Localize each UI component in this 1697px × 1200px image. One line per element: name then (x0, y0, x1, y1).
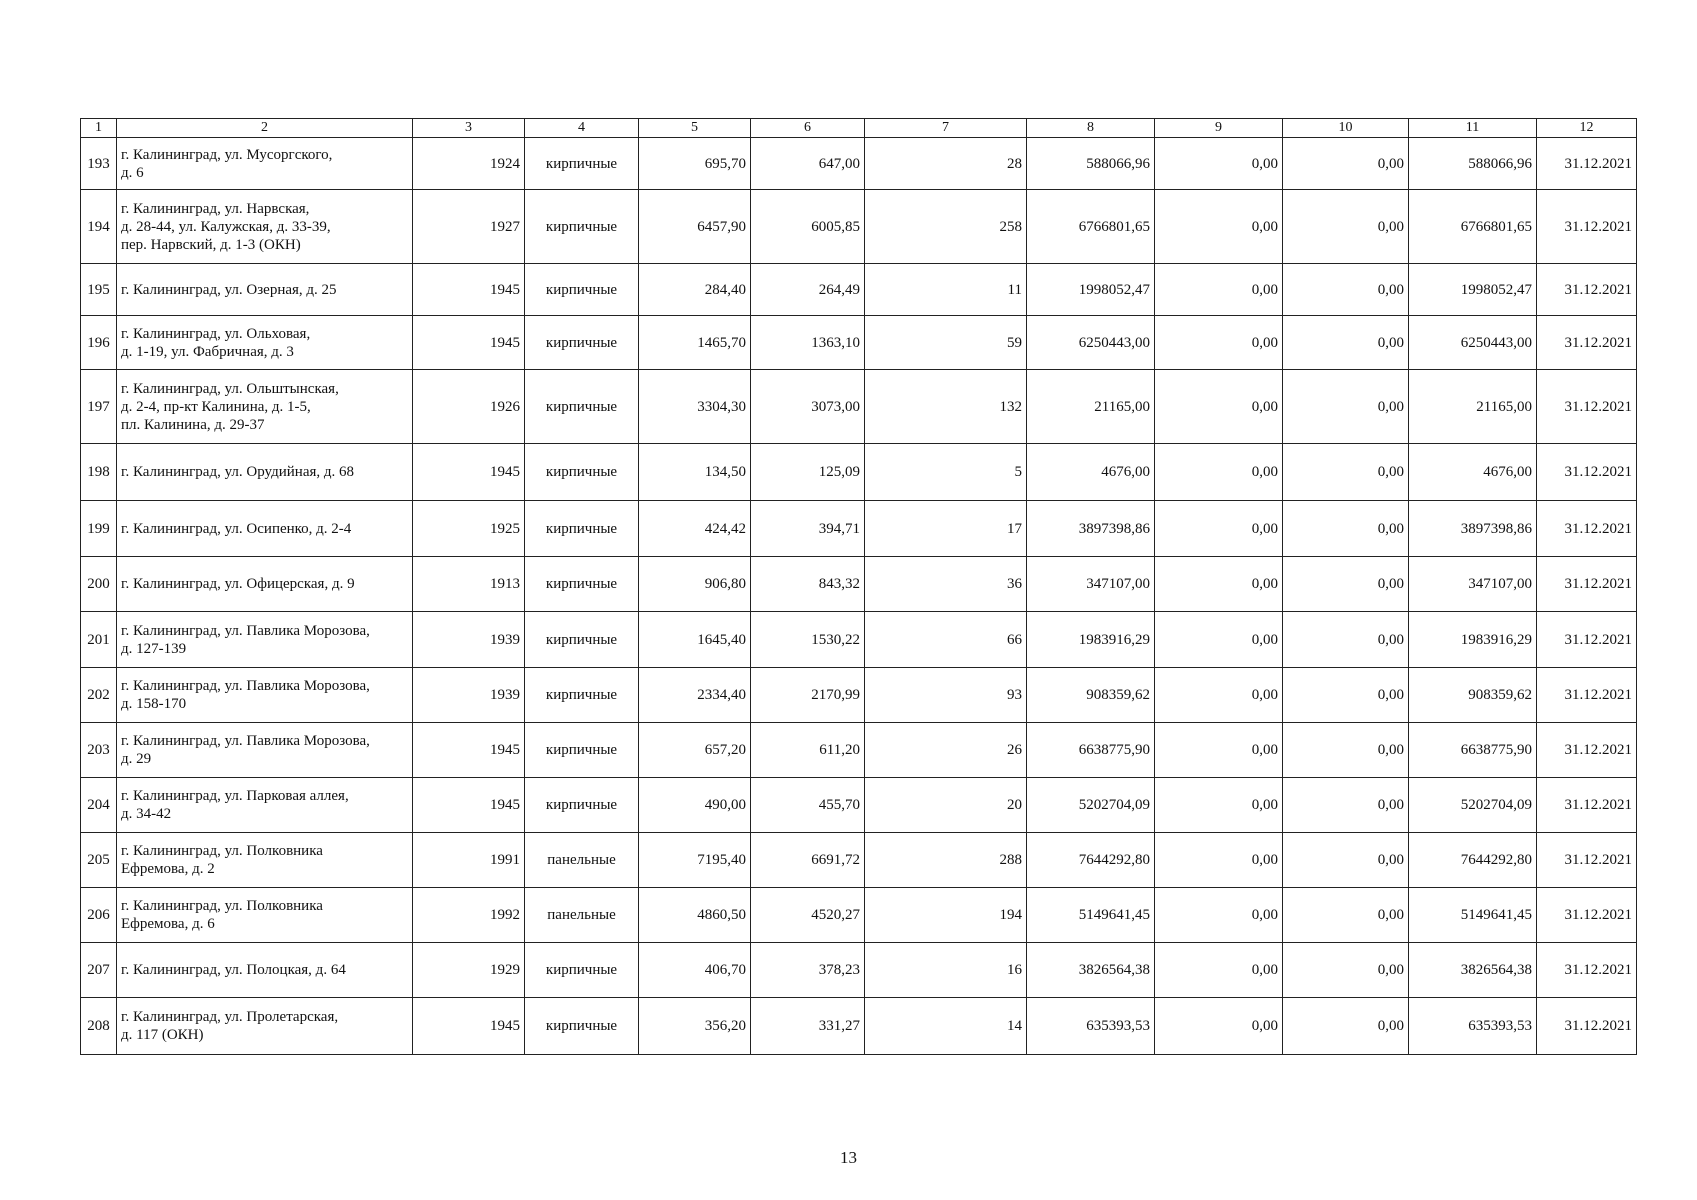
cost-total-cell: 1983916,29 (1409, 612, 1537, 668)
row-number-cell: 203 (81, 723, 117, 778)
address-line: д. 127-139 (121, 640, 187, 657)
table-row (81, 723, 1637, 778)
deadline-date-cell: 31.12.2021 (1537, 444, 1637, 501)
page-number: 13 (840, 1148, 857, 1167)
deadline-date-cell: 31.12.2021 (1537, 557, 1637, 612)
living-area-cell: 843,32 (751, 557, 865, 612)
total-area-cell: 134,50 (639, 444, 751, 501)
total-area-cell: 3304,30 (639, 370, 751, 444)
table-row (81, 778, 1637, 833)
row-number-cell: 206 (81, 888, 117, 943)
funds-cell: 0,00 (1155, 138, 1283, 190)
table-row (81, 138, 1637, 190)
column-header: 8 (1027, 119, 1155, 138)
address-line: г. Калининград, ул. Осипенко, д. 2-4 (121, 520, 352, 537)
register-sheet (80, 118, 1636, 1055)
total-area-cell: 424,42 (639, 501, 751, 557)
address-cell (117, 833, 413, 888)
living-area-cell: 4520,27 (751, 888, 865, 943)
address-cell (117, 370, 413, 444)
residents-count-cell: 36 (865, 557, 1027, 612)
deadline-date-cell: 31.12.2021 (1537, 998, 1637, 1055)
cost-cell: 7644292,80 (1027, 833, 1155, 888)
cost-cell: 5149641,45 (1027, 888, 1155, 943)
total-area-cell: 906,80 (639, 557, 751, 612)
address-line: г. Калининград, ул. Нарвская, (121, 200, 310, 217)
table-row (81, 264, 1637, 316)
address-line: д. 29 (121, 751, 152, 767)
deadline-date-cell: 31.12.2021 (1537, 501, 1637, 557)
column-header: 3 (413, 119, 525, 138)
funds-cell: 0,00 (1283, 668, 1409, 723)
living-area-cell: 125,09 (751, 444, 865, 501)
funds-cell: 0,00 (1155, 998, 1283, 1055)
wall-material-cell: панельные (525, 833, 639, 888)
wall-material-cell: кирпичные (525, 668, 639, 723)
funds-cell: 0,00 (1283, 998, 1409, 1055)
build-year-cell: 1945 (413, 998, 525, 1055)
wall-material-cell: кирпичные (525, 264, 639, 316)
deadline-date-cell: 31.12.2021 (1537, 264, 1637, 316)
wall-material-cell: кирпичные (525, 316, 639, 370)
address-line: г. Калининград, ул. Орудийная, д. 68 (121, 464, 355, 480)
table-row (81, 668, 1637, 723)
funds-cell: 0,00 (1283, 264, 1409, 316)
build-year-cell: 1939 (413, 668, 525, 723)
table-row (81, 370, 1637, 444)
total-area-cell: 4860,50 (639, 888, 751, 943)
total-area-cell: 284,40 (639, 264, 751, 316)
cost-cell: 6638775,90 (1027, 723, 1155, 778)
build-year-cell: 1992 (413, 888, 525, 943)
build-year-cell: 1913 (413, 557, 525, 612)
funds-cell: 0,00 (1155, 668, 1283, 723)
address-cell (117, 138, 413, 190)
build-year-cell: 1945 (413, 723, 525, 778)
deadline-date-cell: 31.12.2021 (1537, 668, 1637, 723)
row-number-cell: 193 (81, 138, 117, 190)
residents-count-cell: 59 (865, 316, 1027, 370)
build-year-cell: 1945 (413, 264, 525, 316)
cost-total-cell: 1998052,47 (1409, 264, 1537, 316)
column-header: 9 (1155, 119, 1283, 138)
address-line: г. Калининград, ул. Парковая аллея, (121, 788, 349, 804)
living-area-cell: 331,27 (751, 998, 865, 1055)
deadline-date-cell: 31.12.2021 (1537, 778, 1637, 833)
residents-count-cell: 26 (865, 723, 1027, 778)
funds-cell: 0,00 (1283, 190, 1409, 264)
residents-count-cell: 11 (865, 264, 1027, 316)
residents-count-cell: 288 (865, 833, 1027, 888)
funds-cell: 0,00 (1283, 370, 1409, 444)
funds-cell: 0,00 (1283, 316, 1409, 370)
deadline-date-cell: 31.12.2021 (1537, 138, 1637, 190)
housing-register-table (80, 118, 1637, 1055)
address-cell (117, 190, 413, 264)
cost-total-cell: 908359,62 (1409, 668, 1537, 723)
total-area-cell: 657,20 (639, 723, 751, 778)
cost-total-cell: 7644292,80 (1409, 833, 1537, 888)
funds-cell: 0,00 (1155, 943, 1283, 998)
row-number-cell: 202 (81, 668, 117, 723)
table-row (81, 998, 1637, 1055)
residents-count-cell: 14 (865, 998, 1027, 1055)
address-line: Ефремова, д. 2 (121, 861, 215, 877)
residents-count-cell: 5 (865, 444, 1027, 501)
table-row (81, 612, 1637, 668)
cost-total-cell: 6638775,90 (1409, 723, 1537, 778)
wall-material-cell: кирпичные (525, 370, 639, 444)
address-cell (117, 723, 413, 778)
residents-count-cell: 17 (865, 501, 1027, 557)
cost-cell: 3897398,86 (1027, 501, 1155, 557)
address-line: г. Калининград, ул. Пролетарская, (121, 1009, 339, 1025)
row-number-cell: 198 (81, 444, 117, 501)
cost-cell: 908359,62 (1027, 668, 1155, 723)
funds-cell: 0,00 (1283, 501, 1409, 557)
total-area-cell: 695,70 (639, 138, 751, 190)
row-number-cell: 201 (81, 612, 117, 668)
cost-cell: 1983916,29 (1027, 612, 1155, 668)
deadline-date-cell: 31.12.2021 (1537, 370, 1637, 444)
funds-cell: 0,00 (1283, 943, 1409, 998)
living-area-cell: 1363,10 (751, 316, 865, 370)
residents-count-cell: 20 (865, 778, 1027, 833)
wall-material-cell: кирпичные (525, 723, 639, 778)
address-line: пер. Нарвский, д. 1-3 (ОКН) (121, 236, 301, 253)
living-area-cell: 6691,72 (751, 833, 865, 888)
build-year-cell: 1926 (413, 370, 525, 444)
address-line: д. 28-44, ул. Калужская, д. 33-39, (121, 218, 331, 235)
funds-cell: 0,00 (1283, 138, 1409, 190)
living-area-cell: 264,49 (751, 264, 865, 316)
address-line: г. Калининград, ул. Павлика Морозова, (121, 733, 370, 749)
funds-cell: 0,00 (1155, 557, 1283, 612)
address-line: г. Калининград, ул. Полоцкая, д. 64 (121, 962, 346, 978)
total-area-cell: 1645,40 (639, 612, 751, 668)
address-line: г. Калининград, ул. Мусоргского, (121, 146, 333, 163)
cost-cell: 1998052,47 (1027, 264, 1155, 316)
living-area-cell: 611,20 (751, 723, 865, 778)
address-line: пл. Калинина, д. 29-37 (121, 416, 265, 433)
funds-cell: 0,00 (1155, 833, 1283, 888)
living-area-cell: 378,23 (751, 943, 865, 998)
column-number-row (81, 119, 1637, 138)
table-row (81, 943, 1637, 998)
column-header: 1 (81, 119, 117, 138)
funds-cell: 0,00 (1155, 444, 1283, 501)
address-cell (117, 501, 413, 557)
build-year-cell: 1929 (413, 943, 525, 998)
row-number-cell: 205 (81, 833, 117, 888)
address-line: д. 158-170 (121, 696, 187, 712)
living-area-cell: 6005,85 (751, 190, 865, 264)
cost-cell: 5202704,09 (1027, 778, 1155, 833)
address-cell (117, 943, 413, 998)
residents-count-cell: 66 (865, 612, 1027, 668)
build-year-cell: 1991 (413, 833, 525, 888)
cost-total-cell: 5202704,09 (1409, 778, 1537, 833)
address-line: г. Калининград, ул. Полковника (121, 898, 323, 914)
column-header: 7 (865, 119, 1027, 138)
deadline-date-cell: 31.12.2021 (1537, 316, 1637, 370)
living-area-cell: 455,70 (751, 778, 865, 833)
row-number-cell: 197 (81, 370, 117, 444)
total-area-cell: 7195,40 (639, 833, 751, 888)
row-number-cell: 200 (81, 557, 117, 612)
cost-cell: 21165,00 (1027, 370, 1155, 444)
address-line: г. Калининград, ул. Озерная, д. 25 (121, 281, 337, 298)
build-year-cell: 1924 (413, 138, 525, 190)
funds-cell: 0,00 (1283, 612, 1409, 668)
funds-cell: 0,00 (1155, 501, 1283, 557)
table-row (81, 444, 1637, 501)
funds-cell: 0,00 (1155, 778, 1283, 833)
table-row (81, 190, 1637, 264)
address-line: г. Калининград, ул. Полковника (121, 843, 323, 859)
deadline-date-cell: 31.12.2021 (1537, 612, 1637, 668)
address-line: г. Калининград, ул. Павлика Морозова, (121, 622, 370, 639)
cost-total-cell: 6250443,00 (1409, 316, 1537, 370)
address-cell (117, 316, 413, 370)
wall-material-cell: кирпичные (525, 557, 639, 612)
deadline-date-cell: 31.12.2021 (1537, 833, 1637, 888)
column-header: 10 (1283, 119, 1409, 138)
funds-cell: 0,00 (1155, 190, 1283, 264)
deadline-date-cell: 31.12.2021 (1537, 943, 1637, 998)
wall-material-cell: кирпичные (525, 444, 639, 501)
cost-cell: 6766801,65 (1027, 190, 1155, 264)
wall-material-cell: кирпичные (525, 501, 639, 557)
cost-total-cell: 5149641,45 (1409, 888, 1537, 943)
total-area-cell: 2334,40 (639, 668, 751, 723)
address-cell (117, 998, 413, 1055)
funds-cell: 0,00 (1155, 370, 1283, 444)
wall-material-cell: кирпичные (525, 998, 639, 1055)
table-row (81, 557, 1637, 612)
total-area-cell: 406,70 (639, 943, 751, 998)
address-cell (117, 612, 413, 668)
address-line: д. 117 (ОКН) (121, 1027, 204, 1043)
funds-cell: 0,00 (1283, 444, 1409, 501)
cost-cell: 588066,96 (1027, 138, 1155, 190)
address-line: д. 34-42 (121, 806, 172, 822)
address-cell (117, 444, 413, 501)
funds-cell: 0,00 (1155, 264, 1283, 316)
deadline-date-cell: 31.12.2021 (1537, 888, 1637, 943)
address-line: г. Калининград, ул. Ольховая, (121, 325, 311, 342)
funds-cell: 0,00 (1155, 316, 1283, 370)
funds-cell: 0,00 (1283, 833, 1409, 888)
deadline-date-cell: 31.12.2021 (1537, 723, 1637, 778)
row-number-cell: 196 (81, 316, 117, 370)
column-header: 6 (751, 119, 865, 138)
wall-material-cell: кирпичные (525, 778, 639, 833)
living-area-cell: 647,00 (751, 138, 865, 190)
cost-total-cell: 635393,53 (1409, 998, 1537, 1055)
row-number-cell: 194 (81, 190, 117, 264)
build-year-cell: 1925 (413, 501, 525, 557)
residents-count-cell: 258 (865, 190, 1027, 264)
total-area-cell: 490,00 (639, 778, 751, 833)
cost-total-cell: 3897398,86 (1409, 501, 1537, 557)
row-number-cell: 207 (81, 943, 117, 998)
living-area-cell: 1530,22 (751, 612, 865, 668)
address-line: д. 6 (121, 164, 144, 181)
column-header: 4 (525, 119, 639, 138)
deadline-date-cell: 31.12.2021 (1537, 190, 1637, 264)
address-line: г. Калининград, ул. Павлика Морозова, (121, 678, 370, 694)
cost-cell: 6250443,00 (1027, 316, 1155, 370)
build-year-cell: 1945 (413, 444, 525, 501)
funds-cell: 0,00 (1283, 778, 1409, 833)
column-header: 11 (1409, 119, 1537, 138)
funds-cell: 0,00 (1283, 557, 1409, 612)
row-number-cell: 208 (81, 998, 117, 1055)
row-number-cell: 195 (81, 264, 117, 316)
cost-total-cell: 6766801,65 (1409, 190, 1537, 264)
cost-total-cell: 347107,00 (1409, 557, 1537, 612)
funds-cell: 0,00 (1283, 723, 1409, 778)
cost-cell: 4676,00 (1027, 444, 1155, 501)
build-year-cell: 1927 (413, 190, 525, 264)
residents-count-cell: 28 (865, 138, 1027, 190)
cost-total-cell: 4676,00 (1409, 444, 1537, 501)
total-area-cell: 6457,90 (639, 190, 751, 264)
living-area-cell: 394,71 (751, 501, 865, 557)
build-year-cell: 1945 (413, 778, 525, 833)
wall-material-cell: кирпичные (525, 190, 639, 264)
cost-cell: 347107,00 (1027, 557, 1155, 612)
address-cell (117, 668, 413, 723)
address-line: Ефремова, д. 6 (121, 916, 215, 932)
wall-material-cell: кирпичные (525, 138, 639, 190)
total-area-cell: 1465,70 (639, 316, 751, 370)
cost-total-cell: 21165,00 (1409, 370, 1537, 444)
funds-cell: 0,00 (1155, 723, 1283, 778)
cost-cell: 3826564,38 (1027, 943, 1155, 998)
row-number-cell: 204 (81, 778, 117, 833)
cost-cell: 635393,53 (1027, 998, 1155, 1055)
wall-material-cell: кирпичные (525, 612, 639, 668)
address-line: г. Калининград, ул. Офицерская, д. 9 (121, 576, 355, 592)
total-area-cell: 356,20 (639, 998, 751, 1055)
living-area-cell: 2170,99 (751, 668, 865, 723)
build-year-cell: 1939 (413, 612, 525, 668)
address-line: д. 1-19, ул. Фабричная, д. 3 (121, 343, 294, 360)
address-line: д. 2-4, пр-кт Калинина, д. 1-5, (121, 398, 311, 415)
column-header: 5 (639, 119, 751, 138)
cost-total-cell: 3826564,38 (1409, 943, 1537, 998)
column-header: 2 (117, 119, 413, 138)
funds-cell: 0,00 (1155, 612, 1283, 668)
build-year-cell: 1945 (413, 316, 525, 370)
living-area-cell: 3073,00 (751, 370, 865, 444)
table-row (81, 316, 1637, 370)
cost-total-cell: 588066,96 (1409, 138, 1537, 190)
table-row (81, 501, 1637, 557)
column-header: 12 (1537, 119, 1637, 138)
table-row (81, 833, 1637, 888)
residents-count-cell: 194 (865, 888, 1027, 943)
address-cell (117, 888, 413, 943)
address-line: г. Калининград, ул. Ольштынская, (121, 380, 339, 397)
residents-count-cell: 16 (865, 943, 1027, 998)
address-cell (117, 778, 413, 833)
funds-cell: 0,00 (1155, 888, 1283, 943)
wall-material-cell: кирпичные (525, 943, 639, 998)
row-number-cell: 199 (81, 501, 117, 557)
table-row (81, 888, 1637, 943)
address-cell (117, 557, 413, 612)
residents-count-cell: 93 (865, 668, 1027, 723)
wall-material-cell: панельные (525, 888, 639, 943)
funds-cell: 0,00 (1283, 888, 1409, 943)
residents-count-cell: 132 (865, 370, 1027, 444)
address-cell (117, 264, 413, 316)
